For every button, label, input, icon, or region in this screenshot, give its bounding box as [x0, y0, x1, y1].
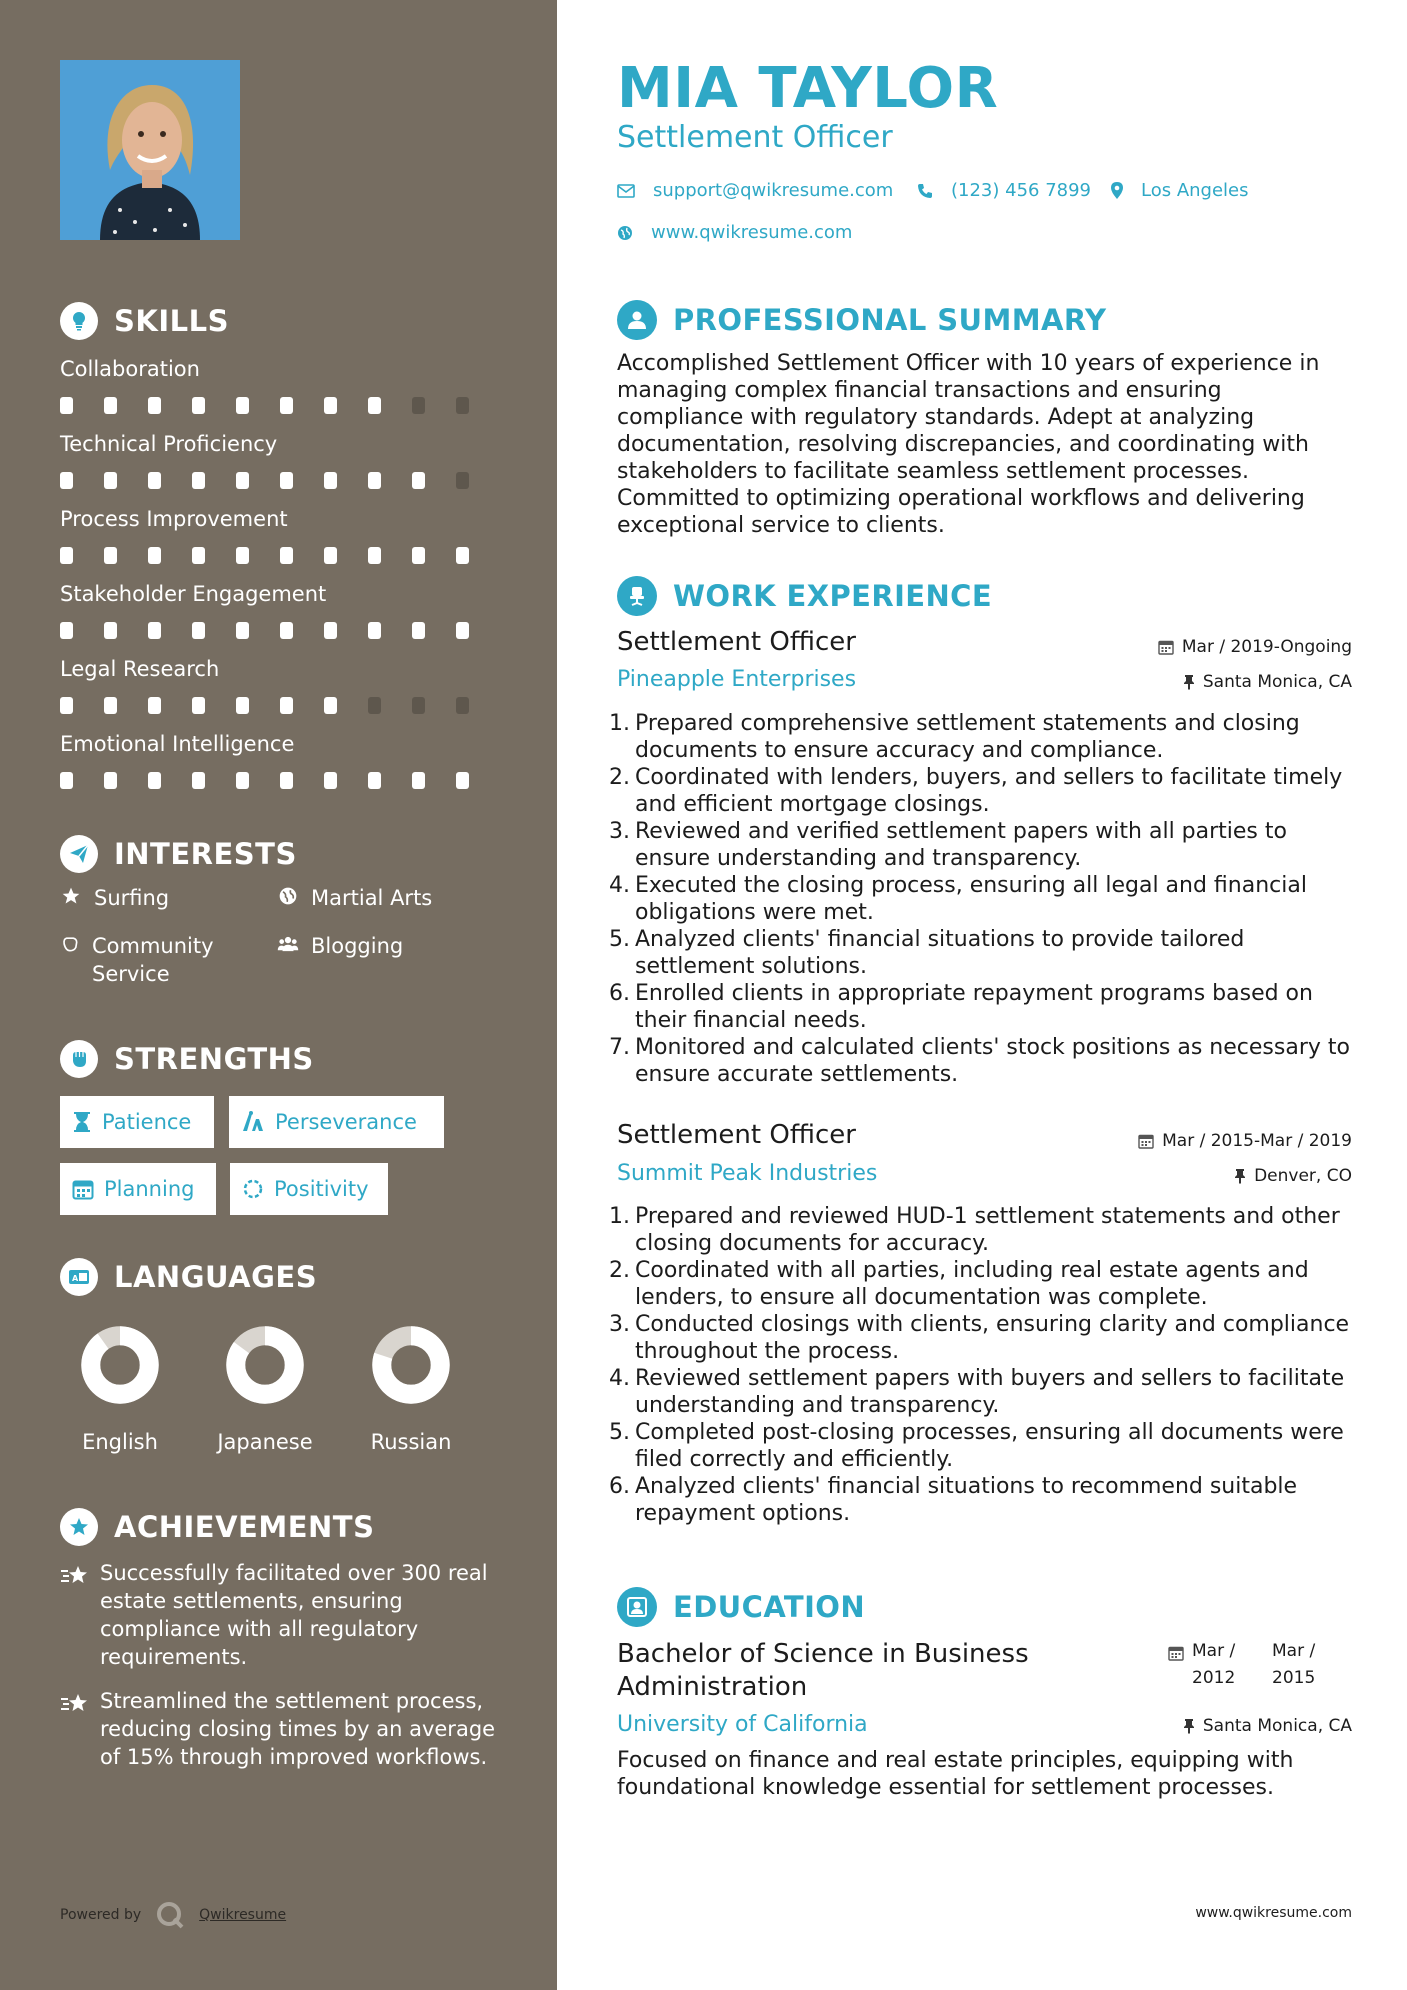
- duty-number: 5.: [609, 927, 630, 952]
- rating-dot-filled: [412, 472, 425, 489]
- skill-item: [60, 580, 500, 639]
- strengths-heading: [60, 1040, 314, 1078]
- trophy-star-icon: [60, 1508, 98, 1546]
- skill-item: [60, 655, 500, 714]
- rating-dot-filled: [236, 697, 249, 714]
- rating-dot-filled: [324, 772, 337, 789]
- duty-number: 4.: [609, 1366, 630, 1391]
- candidate-role: Settlement Officer: [617, 120, 893, 155]
- strength-chip: [60, 1163, 216, 1215]
- duty-number: 5.: [609, 1420, 630, 1445]
- envelope-icon: [617, 184, 635, 198]
- achievement-item: [60, 1687, 500, 1771]
- rating-dot-filled: [368, 547, 381, 564]
- degree-title: Bachelor of Science in Business Administration: [617, 1639, 1029, 1702]
- duty-item: [609, 1311, 1354, 1365]
- interest-item: [60, 932, 260, 988]
- languages-title: LANGUAGES: [114, 1260, 318, 1294]
- skill-rating: [60, 547, 500, 564]
- skill-name: Technical Proficiency: [60, 432, 278, 456]
- rating-dot-filled: [236, 547, 249, 564]
- education-heading: [617, 1587, 865, 1627]
- rating-dot-filled: [236, 772, 249, 789]
- education-location-text: Santa Monica, CA: [1202, 1716, 1352, 1736]
- duty-item: [609, 872, 1354, 926]
- duty-text: Monitored and calculated clients' stock positions as necessary to ensure accurate settlements.: [635, 1035, 1350, 1087]
- duty-text: Prepared and reviewed HUD-1 settlement statements and other closing documents for accuracy.: [635, 1204, 1340, 1256]
- experience-title: WORK EXPERIENCE: [673, 579, 993, 613]
- rating-dot-filled: [280, 472, 293, 489]
- phone-text: (123) 456 7899: [951, 180, 1092, 201]
- interest-item: [60, 884, 169, 912]
- rating-dot-filled: [148, 472, 161, 489]
- rating-dot-filled: [104, 622, 117, 639]
- school-name: University of California: [617, 1712, 868, 1737]
- interest-label: Blogging: [311, 934, 404, 958]
- svg-text:A: A: [72, 1274, 79, 1283]
- shooting-star-icon: [60, 1687, 90, 1721]
- duty-item: [609, 818, 1354, 872]
- rating-dot-filled: [60, 697, 73, 714]
- strength-label: Planning: [104, 1177, 195, 1201]
- duty-text: Conducted closings with clients, ensuring clarity and compliance throughout the process.: [635, 1312, 1350, 1364]
- strength-label: Patience: [102, 1110, 192, 1134]
- education-dates: [1168, 1638, 1332, 1692]
- email-contact: [617, 180, 893, 201]
- achievement-text: Successfully facilitated over 300 real estate settlements, ensuring compliance with all regulatory requirements.: [100, 1561, 488, 1669]
- duty-number: 6.: [609, 1474, 630, 1499]
- rating-dot-filled: [236, 622, 249, 639]
- rating-dot-filled: [456, 772, 469, 789]
- job-location: [1234, 1166, 1352, 1186]
- calendar-icon: [1138, 1133, 1154, 1149]
- duty-text: Completed post-closing processes, ensuring all documents were filed correctly and efficiently.: [635, 1420, 1344, 1472]
- powered-by-label: Powered by: [60, 1907, 142, 1923]
- skill-rating: [60, 622, 500, 639]
- duty-number: 1.: [609, 711, 630, 736]
- language-level-arc: [91, 1336, 149, 1394]
- language-level-ring: [368, 1322, 454, 1408]
- rating-dot-filled: [60, 472, 73, 489]
- duty-item: [609, 1473, 1354, 1527]
- skill-rating: [60, 472, 500, 489]
- duty-item: [609, 764, 1354, 818]
- rating-dot-filled: [368, 472, 381, 489]
- pushpin-icon: [1183, 674, 1195, 690]
- education-end-year: 2015: [1272, 1668, 1316, 1688]
- skills-title: SKILLS: [114, 304, 229, 338]
- duty-number: 3.: [609, 1312, 630, 1337]
- duty-number: 4.: [609, 873, 630, 898]
- duty-item: [609, 1257, 1354, 1311]
- education-start: [1192, 1638, 1272, 1692]
- duty-text: Coordinated with lenders, buyers, and sellers to facilitate timely and efficient mortgage closings.: [635, 765, 1343, 817]
- rating-dot-filled: [412, 547, 425, 564]
- duty-number: 6.: [609, 981, 630, 1006]
- duty-item: [609, 1034, 1354, 1088]
- rating-dot-filled: [60, 547, 73, 564]
- skill-item: [60, 355, 500, 414]
- strength-chip: [230, 1163, 388, 1215]
- users-icon: [277, 932, 299, 954]
- rating-dot-filled: [104, 697, 117, 714]
- globe-icon: [277, 884, 299, 906]
- rating-dot-filled: [148, 772, 161, 789]
- calendar-icon: [1158, 639, 1174, 655]
- rating-dot-filled: [60, 622, 73, 639]
- rating-dot-filled: [324, 547, 337, 564]
- education-start-month: Mar /: [1192, 1641, 1236, 1661]
- qwikresume-link[interactable]: Qwikresume: [199, 1907, 287, 1923]
- paper-plane-icon: [60, 835, 98, 873]
- phone-icon: [917, 183, 933, 199]
- duty-number: 7.: [609, 1035, 630, 1060]
- job-location: [1183, 672, 1352, 692]
- interests-title: INTERESTS: [114, 837, 297, 871]
- graduate-icon: [617, 1587, 657, 1627]
- skill-rating: [60, 772, 500, 789]
- website-contact: [617, 222, 852, 243]
- rating-dot-filled: [104, 472, 117, 489]
- achievements-heading: [60, 1508, 374, 1546]
- strengths-title: STRENGTHS: [114, 1042, 314, 1076]
- skill-name: Legal Research: [60, 657, 220, 681]
- summary-title: PROFESSIONAL SUMMARY: [673, 303, 1107, 337]
- duty-text: Executed the closing process, ensuring all legal and financial obligations were met.: [635, 873, 1307, 925]
- rating-dot-filled: [148, 622, 161, 639]
- rating-dot-filled: [148, 397, 161, 414]
- rating-dot-filled: [236, 397, 249, 414]
- skill-name: Process Improvement: [60, 507, 288, 531]
- summary-text: Accomplished Settlement Officer with 10 years of experience in managing complex financial transactions and ensuring compliance with regulatory standards. Adept at analyzing documentation, resolving discrepancies, and coordinating with stakeholders to facilitate seamless settlement processes. Committed to optimizing operational workflows and delivering exceptional service to clients.: [617, 351, 1320, 538]
- education-title: EDUCATION: [673, 1590, 866, 1624]
- duty-text: Prepared comprehensive settlement statements and closing documents to ensure accuracy and compliance.: [635, 711, 1300, 763]
- rating-dot-filled: [324, 622, 337, 639]
- languages-heading: [60, 1258, 317, 1296]
- duty-number: 2.: [609, 765, 630, 790]
- strength-label: Perseverance: [275, 1110, 417, 1134]
- rating-dot-filled: [368, 622, 381, 639]
- job-title: Settlement Officer: [617, 627, 856, 657]
- strength-chip: [229, 1096, 444, 1148]
- duty-text: Enrolled clients in appropriate repayment programs based on their financial needs.: [635, 981, 1313, 1033]
- rating-dot-empty: [456, 397, 469, 414]
- duty-text: Reviewed settlement papers with buyers and sellers to facilitate understanding and transparency.: [635, 1366, 1345, 1418]
- interest-label: Community Service: [92, 934, 214, 986]
- interest-item: [277, 884, 432, 912]
- achievement-item: [60, 1559, 500, 1671]
- job-date-text: Mar / 2015-Mar / 2019: [1162, 1131, 1352, 1151]
- duty-text: Coordinated with all parties, including real estate agents and lenders, to ensure all documentation was complete.: [635, 1258, 1309, 1310]
- star-icon: [60, 884, 82, 906]
- footer-url[interactable]: www.qwikresume.com: [1195, 1905, 1352, 1921]
- duty-number: 3.: [609, 819, 630, 844]
- hikers-icon: [241, 1111, 265, 1133]
- language-item: [351, 1322, 471, 1454]
- skill-item: [60, 505, 500, 564]
- rating-dot-filled: [60, 772, 73, 789]
- strength-chip: [60, 1096, 214, 1148]
- duty-item: [609, 980, 1354, 1034]
- rating-dot-filled: [368, 772, 381, 789]
- duty-number: 1.: [609, 1204, 630, 1229]
- education-start-year: 2012: [1192, 1668, 1236, 1688]
- hand-icon: [60, 932, 80, 954]
- duty-text: Reviewed and verified settlement papers with all parties to ensure understanding and transparency.: [635, 819, 1287, 871]
- location-text: Los Angeles: [1141, 180, 1249, 201]
- rating-dot-filled: [456, 547, 469, 564]
- summary-heading: [617, 300, 1106, 340]
- profile-photo: [60, 60, 240, 240]
- rating-dot-filled: [148, 547, 161, 564]
- job-title: Settlement Officer: [617, 1120, 856, 1150]
- rating-dot-filled: [104, 547, 117, 564]
- duty-item: [609, 1365, 1354, 1419]
- spinner-icon: [242, 1178, 264, 1200]
- skill-rating: [60, 397, 500, 414]
- location-contact: [1111, 180, 1249, 201]
- rating-dot-filled: [60, 397, 73, 414]
- job-duties-list: [609, 1203, 1354, 1527]
- candidate-name: MIA TAYLOR: [617, 56, 999, 121]
- skill-name: Collaboration: [60, 357, 200, 381]
- shooting-star-icon: [60, 1559, 90, 1593]
- rating-dot-filled: [148, 697, 161, 714]
- job-date: [1158, 637, 1352, 657]
- rating-dot-filled: [324, 697, 337, 714]
- rating-dot-filled: [280, 772, 293, 789]
- company-name: Pineapple Enterprises: [617, 667, 857, 692]
- rating-dot-empty: [368, 697, 381, 714]
- interest-label: Surfing: [94, 886, 170, 910]
- rating-dot-filled: [280, 547, 293, 564]
- rating-dot-filled: [456, 622, 469, 639]
- pushpin-icon: [1234, 1168, 1246, 1184]
- skill-item: [60, 430, 500, 489]
- interest-label: Martial Arts: [311, 886, 433, 910]
- language-item: [60, 1322, 180, 1454]
- rating-dot-filled: [280, 622, 293, 639]
- duty-item: [609, 1203, 1354, 1257]
- interests-heading: [60, 835, 297, 873]
- skills-heading: [60, 302, 229, 340]
- skill-name: Emotional Intelligence: [60, 732, 295, 756]
- rating-dot-filled: [412, 622, 425, 639]
- duty-item: [609, 710, 1354, 764]
- company-name: Summit Peak Industries: [617, 1161, 878, 1186]
- powered-by: [60, 1900, 286, 1930]
- rating-dot-empty: [412, 397, 425, 414]
- achievement-text: Streamlined the settlement process, reducing closing times by an average of 15% through improved workflows.: [100, 1689, 496, 1769]
- rating-dot-empty: [456, 472, 469, 489]
- rating-dot-empty: [456, 697, 469, 714]
- education-location: [1183, 1716, 1352, 1736]
- user-icon: [617, 300, 657, 340]
- website-text[interactable]: www.qwikresume.com: [651, 222, 853, 243]
- rating-dot-filled: [192, 472, 205, 489]
- strength-label: Positivity: [274, 1177, 369, 1201]
- education-end-month: Mar /: [1272, 1641, 1316, 1661]
- duty-item: [609, 1419, 1354, 1473]
- language-icon: [60, 1258, 98, 1296]
- qwikresume-logo-icon: [155, 1900, 185, 1930]
- rating-dot-filled: [324, 472, 337, 489]
- language-name: Russian: [370, 1430, 452, 1454]
- skill-item: [60, 730, 500, 789]
- job-location-text: Santa Monica, CA: [1202, 672, 1352, 692]
- language-level-ring: [222, 1322, 308, 1408]
- language-name: English: [82, 1430, 158, 1454]
- map-pin-icon: [1111, 182, 1123, 199]
- duty-number: 2.: [609, 1258, 630, 1283]
- job-location-text: Denver, CO: [1254, 1166, 1352, 1186]
- job-date: [1138, 1131, 1352, 1151]
- phone-contact: [917, 180, 1091, 201]
- duty-text: Analyzed clients' financial situations to recommend suitable repayment options.: [635, 1474, 1298, 1526]
- rating-dot-filled: [104, 397, 117, 414]
- education-description: Focused on finance and real estate principles, equipping with foundational knowledge essential for settlement processes.: [617, 1748, 1294, 1800]
- pushpin-icon: [1183, 1718, 1195, 1734]
- job-date-text: Mar / 2019-Ongoing: [1181, 637, 1352, 657]
- rating-dot-empty: [412, 697, 425, 714]
- sidebar: [0, 0, 557, 1990]
- rating-dot-filled: [192, 622, 205, 639]
- rating-dot-filled: [236, 472, 249, 489]
- achievements-title: ACHIEVEMENTS: [114, 1510, 375, 1544]
- job-duties-list: [609, 710, 1354, 1088]
- rating-dot-filled: [104, 772, 117, 789]
- calendar-icon: [1168, 1638, 1184, 1670]
- language-name: Japanese: [217, 1430, 313, 1454]
- office-chair-icon: [617, 576, 657, 616]
- education-end: [1272, 1638, 1332, 1692]
- rating-dot-filled: [192, 772, 205, 789]
- rating-dot-filled: [280, 697, 293, 714]
- rating-dot-filled: [192, 697, 205, 714]
- calendar-icon: [72, 1178, 94, 1200]
- rating-dot-filled: [324, 397, 337, 414]
- interest-item: [277, 932, 403, 960]
- rating-dot-filled: [192, 547, 205, 564]
- rating-dot-filled: [412, 772, 425, 789]
- rating-dot-filled: [192, 397, 205, 414]
- lightbulb-icon: [60, 302, 98, 340]
- rating-dot-filled: [368, 397, 381, 414]
- email-text[interactable]: support@qwikresume.com: [653, 180, 894, 201]
- language-level-ring: [77, 1322, 163, 1408]
- globe-icon: [617, 225, 633, 241]
- duty-text: Analyzed clients' financial situations to provide tailored settlement solutions.: [635, 927, 1245, 979]
- rating-dot-filled: [280, 397, 293, 414]
- fist-icon: [60, 1040, 98, 1078]
- language-item: [205, 1322, 325, 1454]
- duty-item: [609, 926, 1354, 980]
- experience-heading: [617, 576, 992, 616]
- skill-rating: [60, 697, 500, 714]
- hourglass-icon: [72, 1111, 92, 1133]
- skill-name: Stakeholder Engagement: [60, 582, 327, 606]
